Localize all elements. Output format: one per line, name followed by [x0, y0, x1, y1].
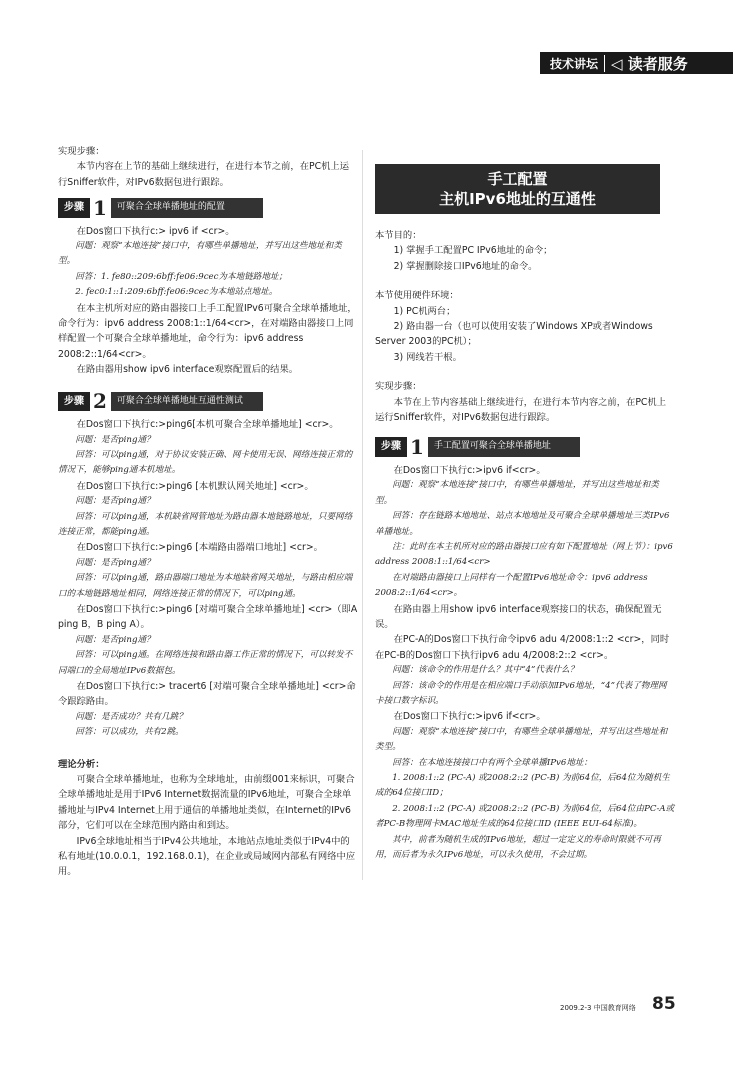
paragraph-line: 2. 2008:1::2 (PC-A) 或2008:2::2 (PC-B) 为前64位，后64位由PC-A或者PC-B物理网卡MAC地址生成的64位接口ID (IEEE EUI-64标准)。 [375, 803, 675, 830]
title-line1: 手工配置 [487, 170, 548, 188]
paragraph-line: 1. 2008:1::2 (PC-A) 或2008:2::2 (PC-B) 为前64位，后64位为随机生成的64位接口ID； [375, 773, 670, 799]
paragraph-line: 回答：可以ping通。在网络连接和路由器工作正常的情况下，可以转发不同端口的全局地址IPv6数据包。 [58, 650, 353, 676]
page-number: 85 [652, 994, 676, 1014]
paragraph-line: 1) PC机两台； [393, 305, 456, 317]
paragraph-line: 在Dos窗口下执行c:> ipv6 if <cr>。 [76, 225, 235, 237]
paragraph-line: 在Dos窗口下执行c:>ping6[本机可聚合全球单播地址] <cr>。 [76, 419, 339, 431]
paragraph-line: 回答：可以成功，共有2跳。 [75, 727, 184, 738]
banner-section-label: 技术讲坛 [540, 55, 605, 72]
article-title-box [375, 164, 660, 214]
paragraph-line: 在路由器上用show ipv6 interface观察接口的状态，确保配置无误。 [375, 603, 662, 630]
right-column [375, 228, 675, 863]
paragraph-line: 回答：存在链路本地地址、站点本地地址及可聚合全球单播地址三类IPv6单播地址。 [375, 511, 670, 537]
paragraph-line: 问题：是否ping通？ [75, 434, 155, 445]
paragraph-line: 问题：观察“本地连接”接口中，有哪些单播地址，并写出这些地址和类型。 [375, 480, 659, 506]
env-list [375, 304, 675, 366]
step-title: 可聚合全球单播地址的配置 [111, 198, 263, 217]
paragraph-line: 回答：可以ping通，路由器端口地址为本地缺省网关地址，与路由相应端口的本地链路地址相同，网络连接正常的情况下，可以ping通。 [58, 573, 353, 599]
paragraph-line: 问题：观察“本地连接”接口中，有哪些全球单播地址，并写出这些地址和类型。 [375, 726, 668, 753]
paragraph-line: 问题：该命令的作用是什么？其中“4”代表什么？ [392, 665, 579, 676]
step1-header [58, 195, 358, 220]
column-banner [540, 52, 733, 74]
step-title: 手工配置可聚合全球单播地址 [428, 437, 580, 456]
paragraph-line: 2) 路由器一台（也可以使用安装了Windows XP或者Windows Server 2003的PC机）； [375, 321, 653, 348]
paragraph-line: IPv6全球地址相当于IPv4公共地址，本地站点地址类似于IPv4中的私有地址(10.0.0.1，192.168.0.1)，在企业或局域网内部私有网络中应用。 [58, 835, 356, 878]
intro-paragraph [58, 159, 358, 190]
paragraph-line: 2. fec0:1::1:209:6bff:fe06:9cec为本地站点地址。 [75, 287, 278, 298]
step2-header [58, 389, 358, 414]
paragraph-line: 在Dos窗口下执行c:> tracert6 [对端可聚合全球单播地址] <cr>命令跟踪路由。 [58, 681, 356, 708]
paragraph-line: 其中，前者为随机生成的IPv6地址，超过一定定义的寿命时限就不可再用，而后者为永久IPv6地址，可以永久使用，不会过期。 [375, 834, 661, 861]
paragraph-line: 问题：观察“本地连接”接口中，有哪些单播地址，并写出这些地址和类型。 [58, 241, 342, 267]
paragraph-line: 在对端路由器接口上同样有一个配置IPv6地址命令：ipv6 address 2008:2::1/64<cr>。 [375, 572, 648, 599]
paragraph-line: 2) 掌握删除接口IPv6地址的命令。 [393, 260, 538, 272]
paragraph-line: 回答：该命令的作用是在相应端口手动添加IPv6地址，“4”代表了物理网卡接口数字标识。 [375, 680, 667, 706]
paragraph-line: 在Dos窗口下执行c:>ping6 [对端可聚合全球单播地址] <cr>（即A ping B，B ping A）。 [58, 603, 358, 631]
paragraph-line: 本节内容在上节的基础上继续进行，在进行本节之前，在PC机上运行Sniffer软件，对IPv6数据包进行跟踪。 [58, 161, 350, 188]
step-chip: 步骤 [58, 392, 90, 411]
issue-footer: 2009.2-3 中国教育网络 [560, 1004, 636, 1012]
paragraph-line: 回答：可以ping通，对于协议安装正确、网卡使用无误、网络连接正常的情况下，能够ping通本机地址。 [58, 449, 353, 476]
theory-body [58, 772, 358, 880]
paragraph-line: 回答：可以ping通，本机缺省网管地址为路由器本地链路地址，只要网络连接正常，都能ping通。 [58, 511, 353, 537]
column-divider [362, 150, 363, 880]
right-step1-header [375, 435, 675, 460]
left-column [58, 144, 358, 880]
step2-body [58, 417, 358, 741]
paragraph-line: 问题：是否成功？共有几跳？ [75, 711, 187, 722]
intro-heading: 实现步骤： [58, 146, 105, 157]
title-line2: 主机IPv6地址的互通性 [439, 190, 596, 208]
paragraph-line: 在Dos窗口下执行c:>ping6 [本端路由器端口地址] <cr>。 [76, 542, 323, 554]
step-number: 1 [410, 435, 424, 460]
paragraph-line: 在Dos窗口下执行c:>ipv6 if<cr>。 [393, 711, 546, 723]
banner-reader-service: ◁ 读者服务 [611, 54, 688, 73]
paragraph-line: 可聚合全球单播地址，也称为全球地址，由前缀001来标识，可聚合全球单播地址是用于IPv6 Internet数据流量的IPv6地址，可聚合全球单播地址与IPv4 Internet上用于通信的单播地址类似，在Internet的IPv6部分，它们可以在全球范围内路由和到达。 [58, 774, 355, 832]
paragraph-line: 问题：是否ping通？ [75, 634, 155, 645]
step-number: 2 [93, 389, 107, 414]
paragraph-line: 在本主机所对应的路由器接口上手工配置IPv6可聚合全球单播地址，命令行为：ipv6 address 2008:1::1/64<cr>，在对端路由器接口上同样配置一个可聚合全球单播地址，命令行为：ipv6 address 2008:2::1/64<cr>。 [58, 302, 357, 360]
goal-list [375, 243, 675, 274]
step-chip: 步骤 [375, 437, 407, 456]
paragraph-line: 3) 网线若干根。 [393, 351, 462, 363]
step-number: 1 [93, 195, 107, 220]
step-chip: 步骤 [58, 198, 90, 217]
paragraph-line: 问题：是否ping通？ [75, 557, 155, 568]
steps-heading: 实现步骤： [375, 381, 422, 393]
paragraph-line: 1) 掌握手工配置PC IPv6地址的命令； [393, 245, 553, 257]
paragraph-line: 回答：1. fe80::209:6bff:fe06:9cec为本地链路地址； [75, 271, 288, 282]
theory-heading: 理论分析： [58, 758, 105, 770]
paragraph-line: 在Dos窗口下执行c:>ping6 [本机默认网关地址] <cr>。 [76, 480, 314, 492]
goal-heading: 本节目的： [375, 230, 422, 241]
steps-intro: 本节在上节内容基础上继续进行，在进行本节内容之前，在PC机上运行Sniffer软件，对IPv6数据包进行跟踪。 [375, 396, 667, 424]
paragraph-line: 问题：是否ping通？ [75, 496, 155, 507]
paragraph-line: 在Dos窗口下执行c:>ipv6 if<cr>。 [393, 464, 546, 476]
paragraph-line: 在路由器用show ipv6 interface观察配置后的结果。 [76, 364, 299, 376]
paragraph-line: 回答：在本地连接接口中有两个全球单播IPv6地址： [392, 757, 593, 768]
step1-body [58, 224, 358, 378]
right-step1-body [375, 463, 675, 864]
step-title: 可聚合全球单播地址互通性测试 [111, 392, 263, 411]
env-heading: 本节使用硬件环境： [375, 290, 459, 302]
paragraph-line: 在PC-A的Dos窗口下执行命令ipv6 adu 4/2008:1::2 <cr>，同时在PC-B的Dos窗口下执行ipv6 adu 4/2008:2::2 <cr>。 [375, 634, 670, 661]
paragraph-line: 注：此时在本主机所对应的路由器接口应有如下配置地址（网上节）：ipv6 address 2008:1::1/64<cr> [375, 541, 673, 568]
